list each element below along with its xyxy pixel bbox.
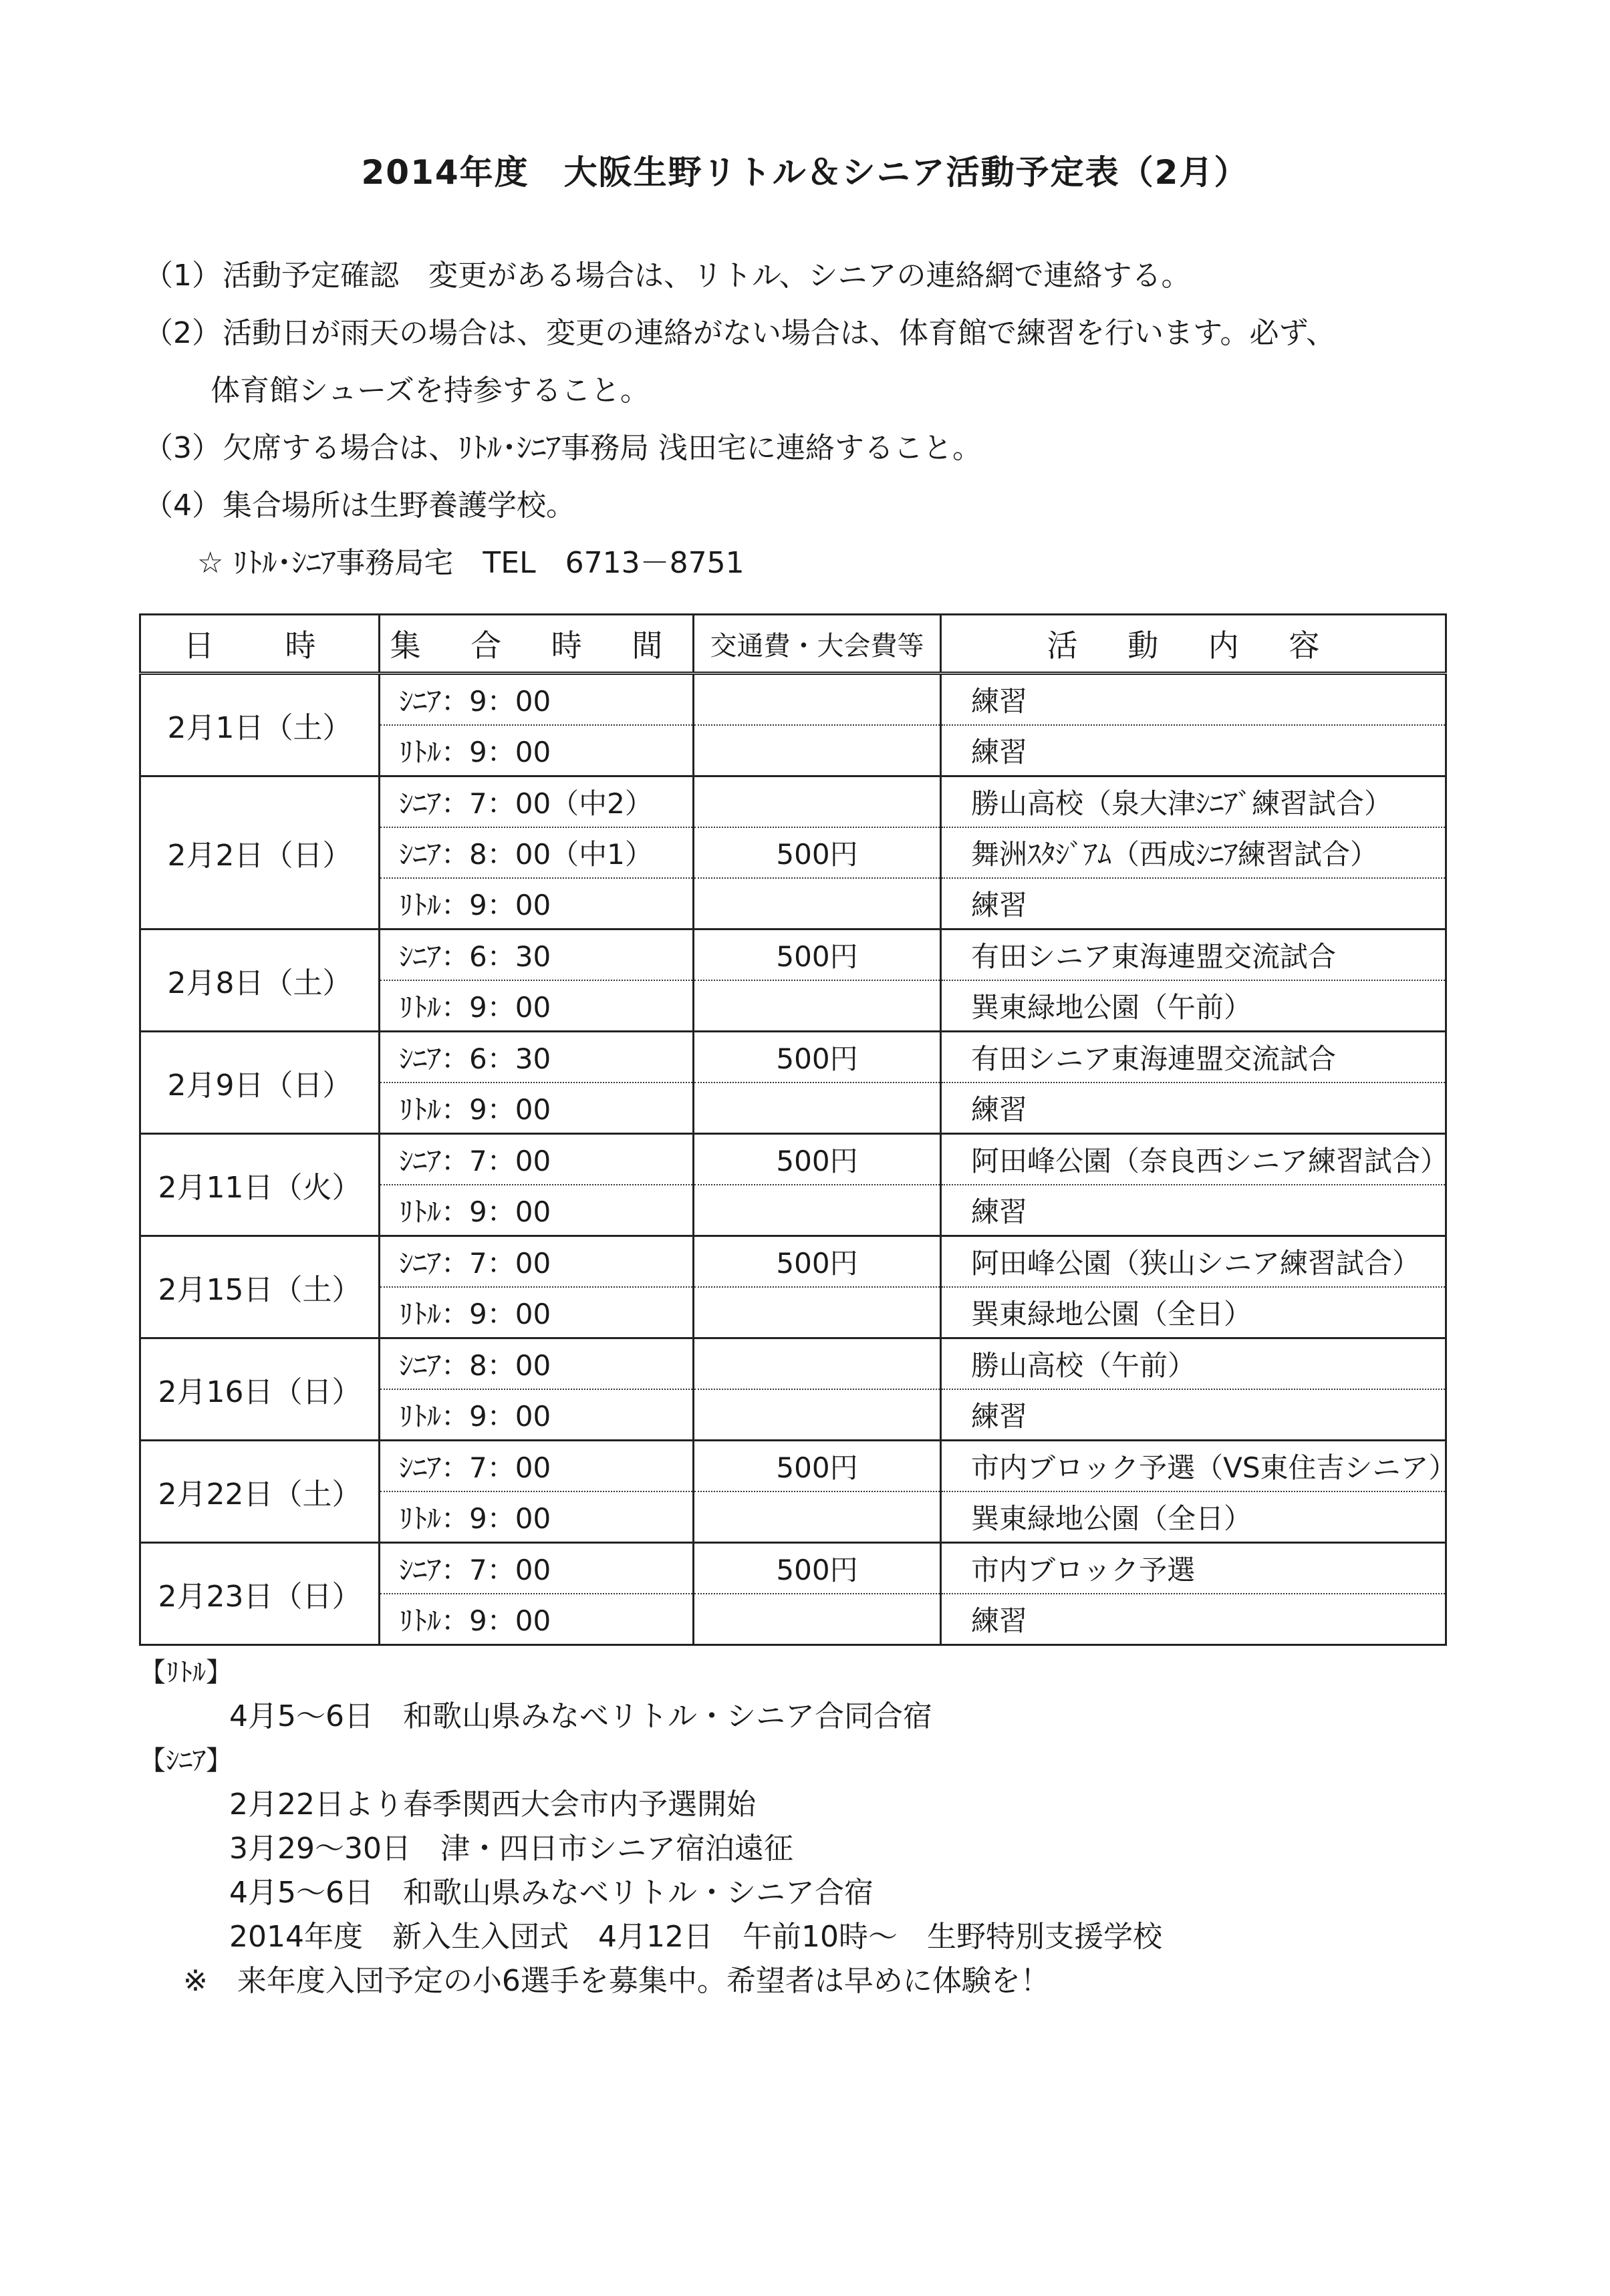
office-contact: ☆ ﾘﾄﾙ･ｼﾆｱ事務局宅 TEL 6713－8751 — [197, 546, 745, 580]
activity-cell: 巽東緑地公園（全日） — [941, 1287, 1446, 1338]
date-cell: 2月11日（火） — [140, 1134, 380, 1236]
note-2 — [144, 305, 1480, 362]
table-row — [140, 776, 1446, 828]
note-number: （4） — [144, 488, 221, 523]
table-row — [140, 1032, 1446, 1083]
fee-cell — [694, 1338, 941, 1390]
table-row — [140, 929, 1446, 981]
time-cell: ﾘﾄﾙ：9：00 — [380, 878, 694, 929]
activity-cell: 巽東緑地公園（全日） — [941, 1491, 1446, 1543]
senior-item: 4月5～6日 和歌山県みなべリトル・シニア合宿 — [229, 1876, 874, 1910]
activity-cell: 練習 — [941, 1185, 1446, 1236]
activity-cell: 練習 — [941, 1389, 1446, 1441]
senior-heading: 【ｼﾆｱ】 — [139, 1745, 233, 1776]
activity-cell: 阿田峰公園（狭山シニア練習試合） — [941, 1236, 1446, 1288]
note-number: （1） — [144, 259, 221, 293]
date-cell: 2月9日（日） — [140, 1032, 380, 1134]
fee-cell: 500円 — [694, 1134, 941, 1185]
activity-cell: 勝山高校（午前） — [941, 1338, 1446, 1390]
time-cell: ｼﾆｱ：9：00 — [380, 674, 694, 726]
time-cell: ﾘﾄﾙ：9：00 — [380, 1594, 694, 1645]
time-cell: ﾘﾄﾙ：9：00 — [380, 1491, 694, 1543]
fee-cell: 500円 — [694, 827, 941, 878]
senior-item: 3月29～30日 津・四日市シニア宿泊遠征 — [229, 1832, 793, 1866]
note-3 — [144, 420, 1480, 477]
activity-cell: 市内ブロック予選（VS東住吉シニア） — [941, 1441, 1446, 1492]
little-item: 4月5～6日 和歌山県みなべリトル・シニア合同合宿 — [229, 1699, 932, 1733]
date-cell: 2月2日（日） — [140, 776, 380, 929]
note-text: 欠席する場合は、ﾘﾄﾙ･ｼﾆｱ事務局 浅田宅に連絡すること。 — [223, 431, 982, 465]
note-text: 活動日が雨天の場合は、変更の連絡がない場合は、体育館で練習を行います。必ず、 — [223, 316, 1335, 350]
note-number: （3） — [144, 431, 221, 465]
fee-cell — [694, 1083, 941, 1134]
activity-cell: 有田シニア東海連盟交流試合 — [941, 1032, 1446, 1083]
note-1 — [144, 247, 1480, 305]
fee-cell — [694, 725, 941, 776]
time-cell: ﾘﾄﾙ：9：00 — [380, 725, 694, 776]
note-2-continuation: 体育館シューズを持参すること。 — [211, 374, 650, 408]
note-text: 活動予定確認 変更がある場合は、リトル、シニアの連絡網で連絡する。 — [223, 259, 1191, 293]
fee-cell — [694, 776, 941, 828]
little-heading: 【ﾘﾄﾙ】 — [139, 1657, 233, 1688]
date-cell: 2月16日（日） — [140, 1338, 380, 1441]
fee-cell — [694, 878, 941, 929]
activity-cell: 市内ブロック予選 — [941, 1543, 1446, 1594]
fee-cell: 500円 — [694, 1543, 941, 1594]
footer-section — [139, 1651, 1476, 2003]
note-number: （2） — [144, 316, 221, 350]
fee-cell — [694, 1185, 941, 1236]
table-row — [140, 1134, 1446, 1185]
header-date: 日 時 — [140, 615, 380, 674]
recruitment-note: ※ 来年度入団予定の小6選手を募集中。希望者は早めに体験を！ — [183, 1964, 1050, 1998]
note-text: 集合場所は生野養護学校。 — [223, 488, 575, 523]
fee-cell — [694, 1389, 941, 1441]
table-row — [140, 1338, 1446, 1390]
time-cell: ｼﾆｱ：7：00（中2） — [380, 776, 694, 828]
time-cell: ｼﾆｱ：6：30 — [380, 1032, 694, 1083]
fee-cell — [694, 980, 941, 1032]
date-cell: 2月22日（土） — [140, 1441, 380, 1543]
senior-item: 2月22日より春季関西大会市内予選開始 — [229, 1787, 756, 1822]
time-cell: ｼﾆｱ：7：00 — [380, 1236, 694, 1288]
fee-cell — [694, 1594, 941, 1645]
fee-cell — [694, 674, 941, 726]
page-title: 2014年度 大阪生野リトル＆シニア活動予定表（2月） — [361, 153, 1249, 192]
activity-cell: 勝山高校（泉大津ｼﾆｱﾞ練習試合） — [941, 776, 1446, 828]
time-cell: ｼﾆｱ：6：30 — [380, 929, 694, 981]
time-cell: ﾘﾄﾙ：9：00 — [380, 980, 694, 1032]
fee-cell: 500円 — [694, 1236, 941, 1288]
date-cell: 2月15日（土） — [140, 1236, 380, 1338]
schedule-body — [140, 674, 1457, 1645]
header-meeting-time: 集 合 時 間 — [380, 615, 694, 674]
schedule-table — [139, 613, 1457, 1646]
time-cell: ｼﾆｱ：7：00 — [380, 1441, 694, 1492]
time-cell: ｼﾆｱ：7：00 — [380, 1543, 694, 1594]
time-cell: ﾘﾄﾙ：9：00 — [380, 1185, 694, 1236]
time-cell: ｼﾆｱ：7：00 — [380, 1134, 694, 1185]
fee-cell — [694, 1287, 941, 1338]
activity-cell: 巽東緑地公園（午前） — [941, 980, 1446, 1032]
activity-cell: 練習 — [941, 725, 1446, 776]
time-cell: ﾘﾄﾙ：9：00 — [380, 1389, 694, 1441]
date-cell: 2月23日（日） — [140, 1543, 380, 1645]
time-cell: ｼﾆｱ：8：00（中1） — [380, 827, 694, 878]
fee-cell — [694, 1491, 941, 1543]
notes-section — [144, 247, 1480, 592]
senior-item: 2014年度 新入生入団式 4月12日 午前10時～ 生野特別支援学校 — [229, 1920, 1162, 1954]
table-row — [140, 1441, 1446, 1492]
note-4 — [144, 477, 1480, 535]
activity-cell: 練習 — [941, 674, 1446, 726]
fee-cell: 500円 — [694, 929, 941, 981]
table-row — [140, 1543, 1446, 1594]
activity-cell: 阿田峰公園（奈良西シニア練習試合） — [941, 1134, 1446, 1185]
fee-cell: 500円 — [694, 1032, 941, 1083]
time-cell: ﾘﾄﾙ：9：00 — [380, 1083, 694, 1134]
table-row — [140, 1236, 1446, 1288]
header-fee: 交通費・大会費等 — [694, 615, 941, 674]
activity-cell: 練習 — [941, 878, 1446, 929]
time-cell: ｼﾆｱ：8：00 — [380, 1338, 694, 1390]
activity-cell: 舞洲ｽﾀｼﾞｱﾑ（西成ｼﾆｱ練習試合） — [941, 827, 1446, 878]
date-cell: 2月1日（土） — [140, 674, 380, 776]
header-activity: 活 動 内 容 — [941, 615, 1446, 674]
table-row — [140, 674, 1446, 726]
table-header-row — [140, 615, 1446, 674]
activity-cell: 練習 — [941, 1083, 1446, 1134]
activity-cell: 有田シニア東海連盟交流試合 — [941, 929, 1446, 981]
fee-cell: 500円 — [694, 1441, 941, 1492]
activity-cell: 練習 — [941, 1594, 1446, 1645]
date-cell: 2月8日（土） — [140, 929, 380, 1032]
time-cell: ﾘﾄﾙ：9：00 — [380, 1287, 694, 1338]
